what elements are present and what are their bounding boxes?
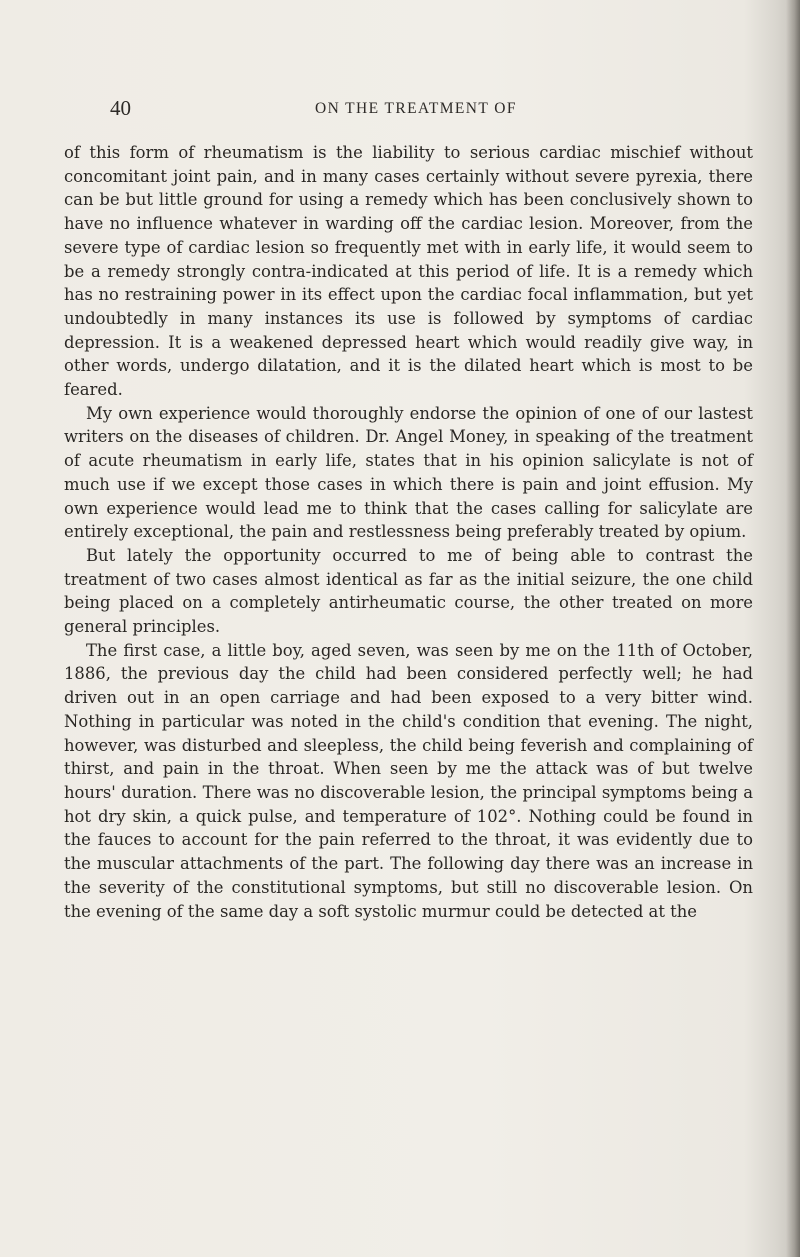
paragraph: of this form of rheumatism is the liability to serious cardiac mischief without concomitant joint pain, and in many cases certainly without severe pyrexia, there can be but little ground for using a remedy which has been conclusively shown to have no influence whatever in warding off the cardiac lesion. Moreover, from the severe type of cardiac lesion so frequently met with in early life, it would seem to be a remedy strongly contra-indicated at this period of life. It is a remedy which has no restraining power in its effect upon the cardiac focal inflammation, but yet undoubtedly in many instances its use is followed by symptoms of cardiac depression. It is a weakened depressed heart which would readily give way, in other words, undergo dilatation, and it is the dilated heart which is most to be feared. [64, 143, 753, 400]
paragraph: My own experience would thoroughly endorse the opinion of one of our lastest writers on the diseases of children. Dr. Angel Money, in speaking of the treatment of acute rheumatism in early life, states that in his opinion salicylate is not of much use if we except those cases in which there is pain and joint effusion. My own experience would lead me to think that the cases calling for salicylate are entirely exceptional, the pain and restlessness being preferably treated by opium. [64, 403, 753, 542]
page-number: 40 [110, 96, 131, 120]
body-text [64, 141, 753, 923]
paragraph: But lately the opportunity occurred to me of being able to contrast the treatment of two cases almost identical as far as the initial seizure, the one child being placed on a completely antirheumatic course, the other treated on more general principles. [64, 545, 753, 637]
page-header [110, 96, 750, 120]
running-head: ON THE TREATMENT OF [315, 100, 517, 117]
page-edge-shadow [786, 0, 800, 1257]
paragraph: The first case, a little boy, aged seven, was seen by me on the 11th of October, 1886, the previous day the child had been considered perfectly well; he had driven out in an open carriage and had been exposed to a very bitter wind. Nothing in particular was noted in the child's condition that evening. The night, however, was disturbed and sleepless, the child being feverish and complaining of thirst, and pain in the throat. When seen by me the attack was of but twelve hours' duration. There was no discoverable lesion, the principal symptoms being a hot dry skin, a quick pulse, and temperature of 102°. Nothing could be found in the fauces to account for the pain referred to the throat, it was evidently due to the muscular attachments of the part. The following day there was an increase in the severity of the constitutional symptoms, but still no discoverable lesion. On the evening of the same day a soft systolic murmur could be detected at the [64, 640, 753, 921]
